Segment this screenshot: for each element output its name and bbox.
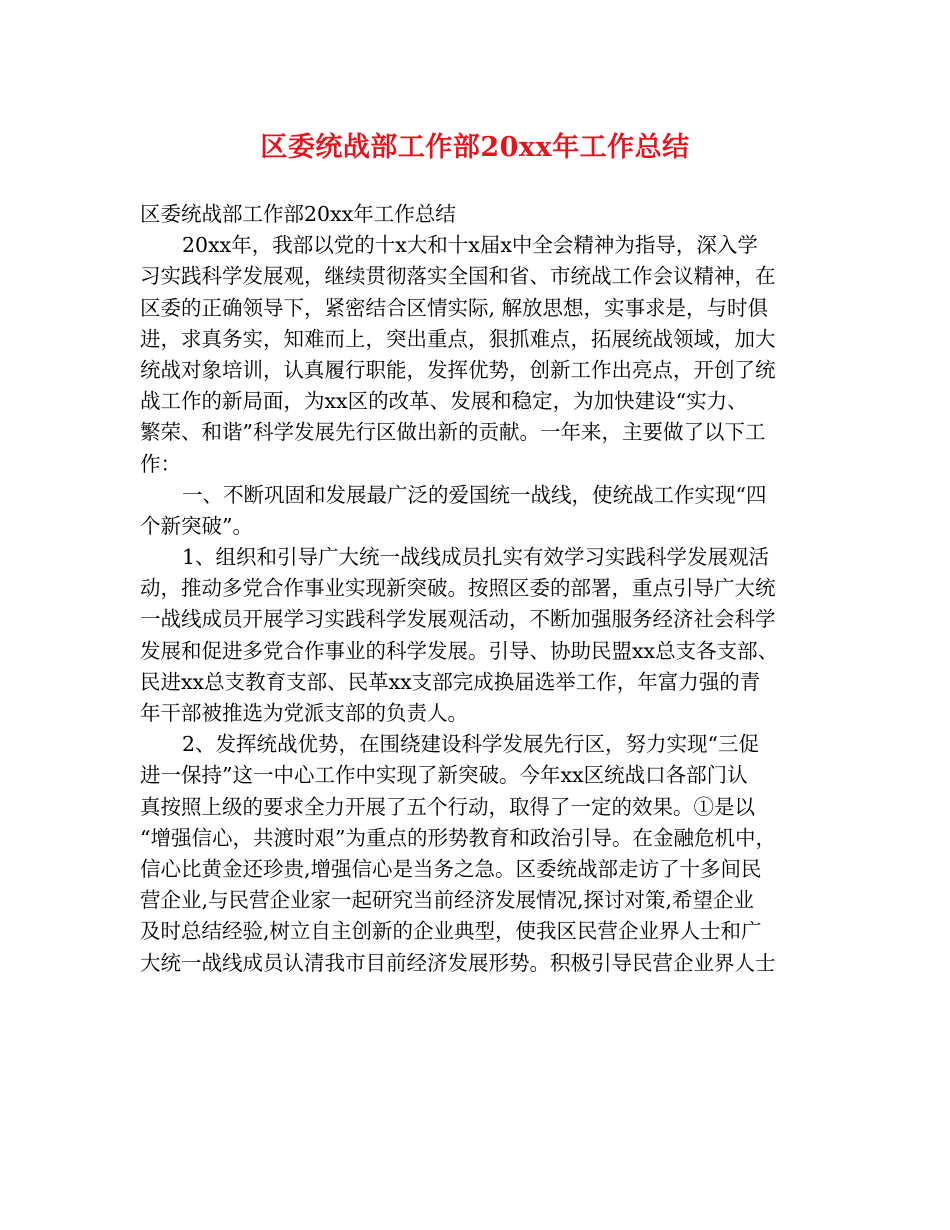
body-line: 营企业,与民营企业家一起研究当前经济发展情况,探讨对策,希望企业 (140, 888, 755, 913)
body-line: 统战对象培训，认真履行职能，发挥优势，创新工作出亮点，开创了统 (140, 357, 776, 382)
body-line: 进，求真务实，知难而上，突出重点，狠抓难点，拓展统战领域，加大 (140, 326, 776, 351)
document-title: 区委统战部工作部20xx年工作总结 (260, 132, 690, 163)
body-line: 区委统战部工作部20xx年工作总结 (140, 202, 456, 226)
body-line: 一、不断巩固和发展最广泛的爱国统一战线，使统战工作实现“四 (182, 482, 767, 507)
document-body (140, 199, 820, 979)
body-line: 发展和促进多党合作事业的科学发展。引导、协助民盟xx总支各支部、 (140, 638, 779, 663)
body-line: 真按照上级的要求全力开展了五个行动，取得了一定的效果。①是以 (140, 794, 755, 819)
body-line: 一战线成员开展学习实践科学发展观活动，不断加强服务经济社会科学 (140, 607, 776, 632)
body-line: 及时总结经验,树立自主创新的企业典型，使我区民营企业界人士和广 (140, 919, 762, 944)
body-line: 2、发挥统战优势，在围绕建设科学发展先行区，努力实现“三促 (182, 732, 760, 757)
body-line: 作： (140, 451, 181, 476)
body-line: 习实践科学发展观，继续贯彻落实全国和省、市统战工作会议精神，在 (140, 264, 776, 289)
body-line: 动，推动多党合作事业实现新突破。按照区委的部署，重点引导广大统 (140, 576, 776, 601)
body-line: 繁荣、和谐”科学发展先行区做出新的贡献。一年来，主要做了以下工 (140, 420, 766, 445)
body-line: 1、组织和引导广大统一战线成员扎实有效学习实践科学发展观活 (182, 545, 770, 570)
body-line: 进一保持”这一中心工作中实现了新突破。今年xx区统战口各部门认 (140, 763, 748, 788)
body-line: 个新突破”。 (140, 513, 253, 538)
body-line: 信心比黄金还珍贵,增强信心是当务之急。区委统战部走访了十多间民 (140, 856, 762, 881)
body-line: 20xx年，我部以党的十x大和十x届x中全会精神为指导，深入学 (182, 233, 758, 258)
body-line: 民进xx总支教育支部、民革xx支部完成换届选举工作，年富力强的青 (140, 669, 761, 694)
body-line: 大统一战线成员认清我市目前经济发展形势。积极引导民营企业界人士 (140, 950, 776, 975)
body-line: 年干部被推选为党派支部的负责人。 (140, 701, 468, 725)
body-line: 区委的正确领导下，紧密结合区情实际, 解放思想，实事求是，与时俱 (140, 295, 769, 320)
body-line: 战工作的新局面，为xx区的改革、发展和稳定，为加快建设“实力、 (140, 389, 748, 414)
body-line: “增强信心，共渡时艰”为重点的形势教育和政治引导。在金融危机中， (140, 825, 776, 850)
